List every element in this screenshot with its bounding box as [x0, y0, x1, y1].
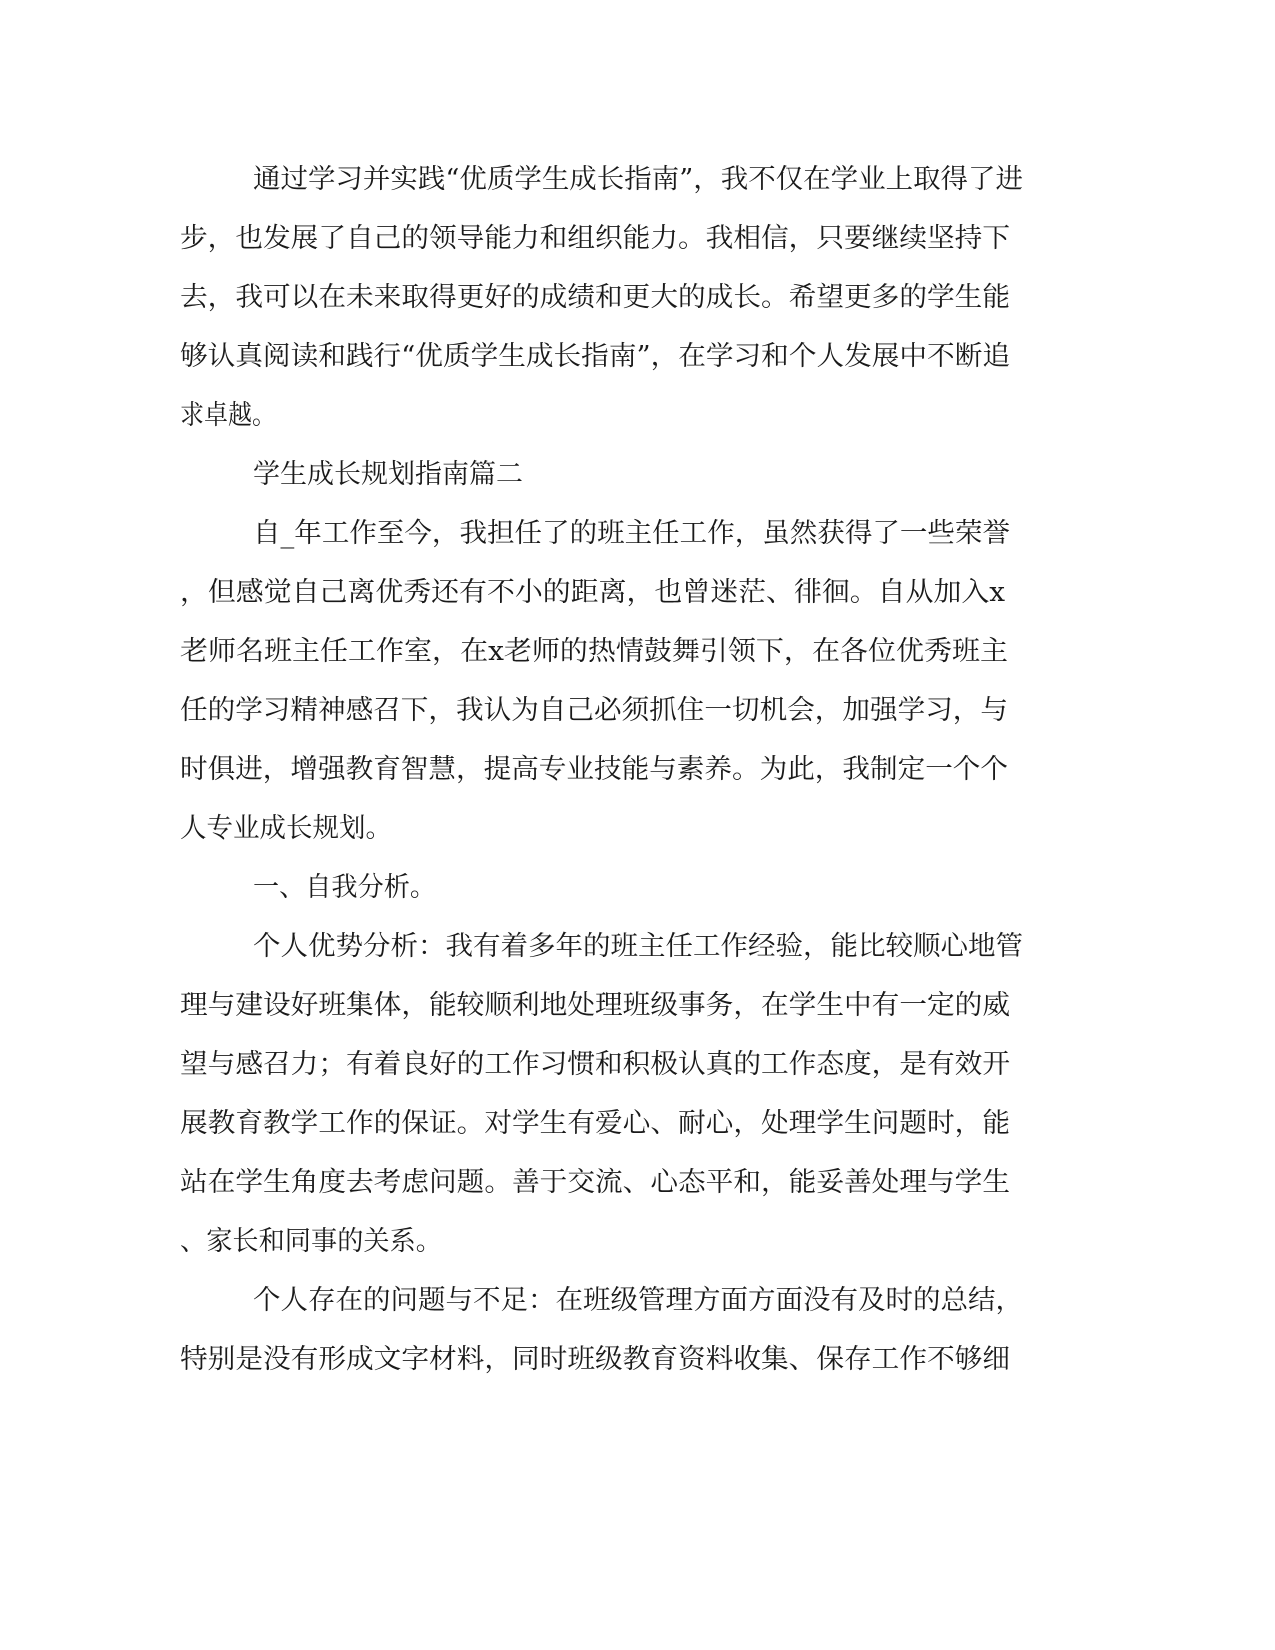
text-line-content: 个人存在的问题与不足：在班级管理方面方面没有及时的总结，: [253, 1285, 1024, 1316]
text-line-content: 去，我可以在未来取得更好的成绩和更大的成长。希望更多的学生能: [180, 282, 1010, 313]
text-line: [0, 986, 1275, 1026]
text-line-content: 自_年工作至今，我担任了的班主任工作，虽然获得了一些荣誉: [253, 518, 1010, 549]
text-line: [0, 337, 1275, 377]
text-line: [0, 750, 1275, 790]
text-line: [0, 1104, 1275, 1144]
text-line: [0, 1340, 1275, 1380]
text-line: [0, 691, 1275, 731]
text-line: [0, 396, 1275, 436]
text-line-content: ，但感觉自己离优秀还有不小的距离，也曾迷茫、徘徊。自从加入x: [180, 577, 1005, 608]
text-line: [0, 278, 1275, 318]
text-line-content: 理与建设好班集体，能较顺利地处理班级事务，在学生中有一定的威: [180, 990, 1010, 1021]
section-heading-content: 学生成长规划指南篇二: [253, 459, 523, 490]
text-line: [0, 514, 1275, 554]
text-line-content: 、家长和同事的关系。: [180, 1226, 442, 1257]
text-line-content: 特别是没有形成文字材料，同时班级教育资料收集、保存工作不够细: [180, 1344, 1010, 1375]
text-line: [0, 1163, 1275, 1203]
text-line-content: 时俱进，增强教育智慧，提高专业技能与素养。为此，我制定一个个: [180, 754, 1009, 785]
section-heading: [0, 455, 1275, 495]
text-line: [0, 573, 1275, 613]
text-line-content: 通过学习并实践“优质学生成长指南”，我不仅在学业上取得了进: [253, 164, 1023, 195]
text-line: [0, 1045, 1275, 1085]
text-line-content: 个人优势分析：我有着多年的班主任工作经验，能比较顺心地管: [253, 931, 1024, 962]
text-line: [0, 160, 1275, 200]
section-heading-content: 一、自我分析。: [253, 872, 436, 903]
text-line: [0, 927, 1275, 967]
section-heading: [0, 868, 1275, 908]
text-line-content: 步，也发展了自己的领导能力和组织能力。我相信，只要继续坚持下: [180, 223, 1010, 254]
text-line-content: 任的学习精神感召下，我认为自己必须抓住一切机会，加强学习，与: [180, 695, 1009, 726]
text-line: [0, 632, 1275, 672]
text-line: [0, 809, 1275, 849]
text-line: [0, 1222, 1275, 1262]
text-line: [0, 219, 1275, 259]
text-line-content: 展教育教学工作的保证。对学生有爱心、耐心，处理学生问题时，能: [180, 1108, 1010, 1139]
text-line-content: 站在学生角度去考虑问题。善于交流、心态平和，能妥善处理与学生: [180, 1167, 1010, 1198]
text-line: [0, 1281, 1275, 1321]
text-line-content: 望与感召力；有着良好的工作习惯和积极认真的工作态度，是有效开: [180, 1049, 1010, 1080]
text-line-content: 够认真阅读和践行“优质学生成长指南”，在学习和个人发展中不断追: [180, 341, 1010, 372]
text-line-content: 求卓越。: [180, 400, 276, 431]
text-line-content: 老师名班主任工作室，在x老师的热情鼓舞引领下，在各位优秀班主: [180, 636, 1009, 667]
text-line-content: 人专业成长规划。: [180, 813, 392, 844]
